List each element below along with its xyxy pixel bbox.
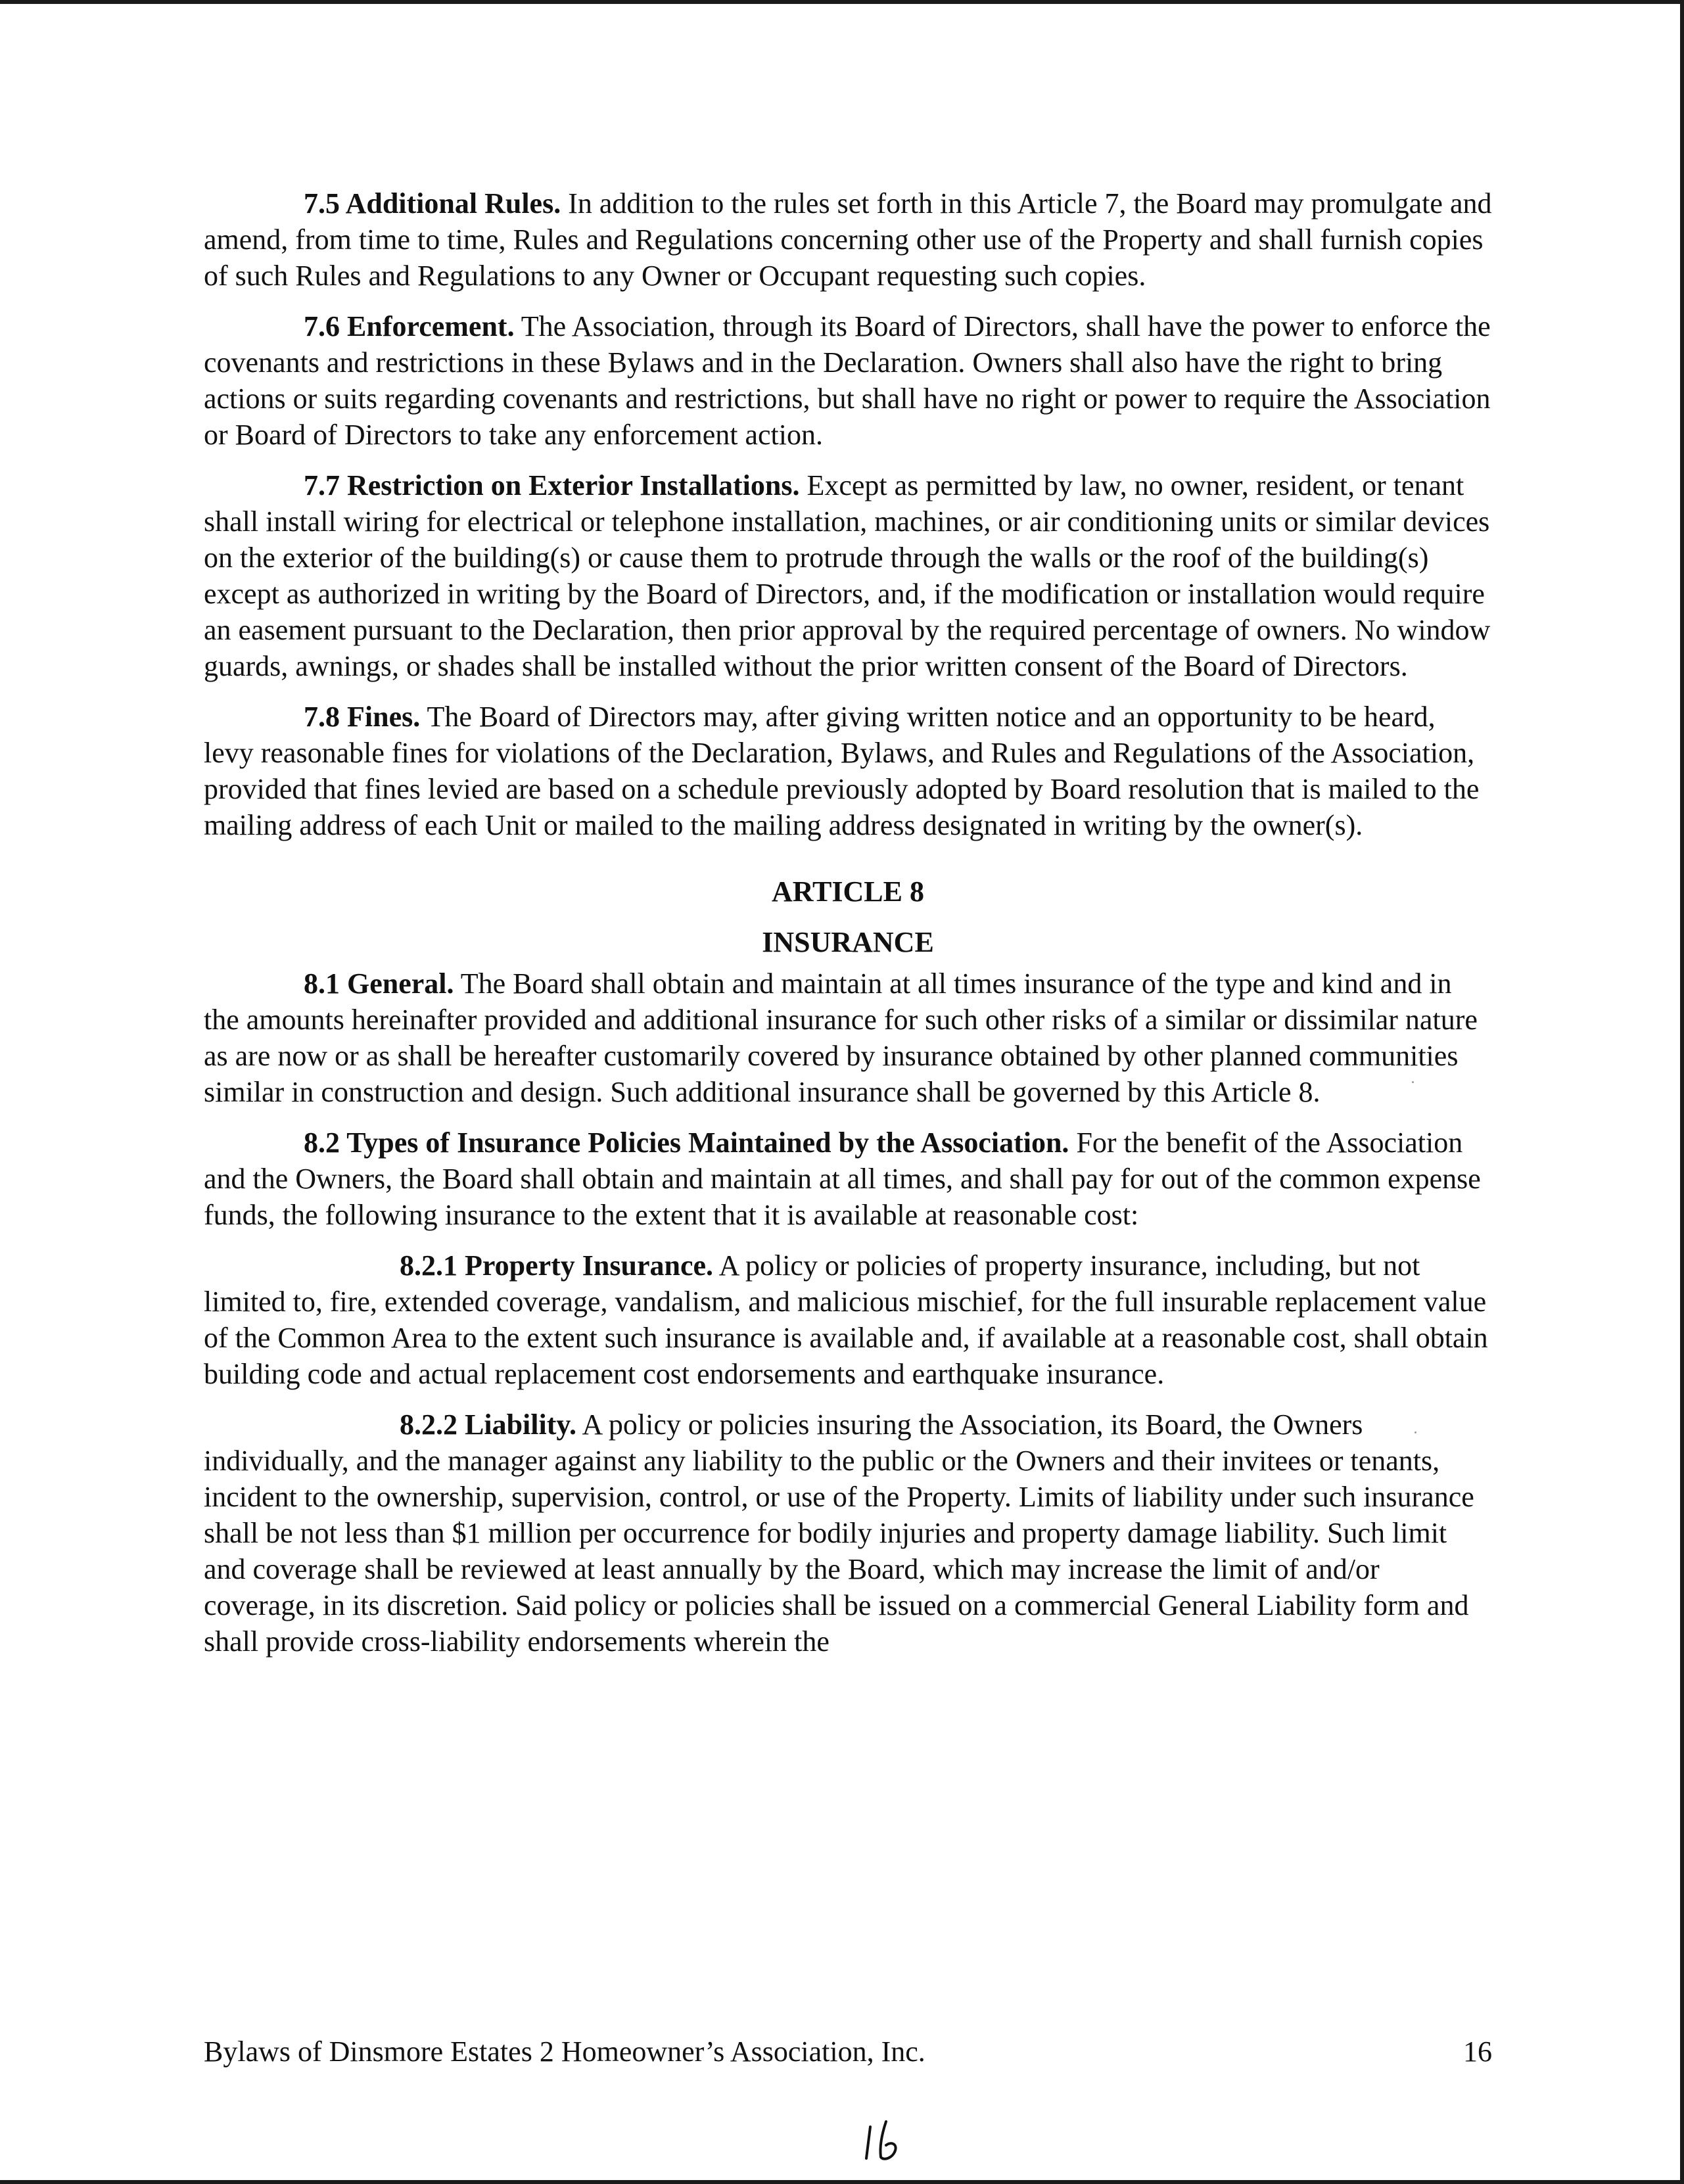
section-7-7 — [204, 467, 1492, 684]
section-8-2-1 — [204, 1247, 1492, 1392]
section-7-7-text: Except as permitted by law, no owner, resident, or tenant shall install wiring for electrical or telephone installation, machines, or air conditioning units or similar devices on the exterior of the building(s) or cause them to protrude through the walls or the roof of the building(s) except as authorized in writing by the Board of Directors, and, if the modification or installation would require an easement pursuant to the Declaration, then prior approval by the required percentage of owners. No window guards, awnings, or shades shall be installed without the prior written consent of the Board of Directors. — [204, 469, 1491, 682]
article-title: INSURANCE — [762, 926, 934, 958]
section-7-5-text: In addition to the rules set forth in this Article 7, the Board may promulgate and amend, from time to time, Rules and Regulations concerning other use of the Property and shall furnish copies of such Rules and Regulations to any Owner or Occupant requesting such copies. — [204, 187, 1492, 292]
section-8-1-text: The Board shall obtain and maintain at all times insurance of the type and kind and in the amounts hereinafter provided and additional insurance for such other risks of a similar or dissimilar nature as are now or as shall be hereafter customarily covered by insurance obtained by other planned communities similar in construction and design. Such additional insurance shall be governed by this Article 8. — [204, 967, 1478, 1108]
section-7-6-text: The Association, through its Board of Directors, shall have the power to enforce the covenants and restrictions in these Bylaws and in the Declaration. Owners shall also have the right to bring actions or suits regarding covenants and restrictions, but shall have no right or power to require the Association or Board of Directors to take any enforcement action. — [204, 310, 1491, 451]
section-8-1 — [204, 965, 1492, 1110]
document-body — [204, 185, 1492, 1674]
section-8-2-heading: 8.2 Types of Insurance Policies Maintained by the Association. — [304, 1127, 1069, 1159]
scan-border-top — [0, 0, 1684, 4]
section-8-2-text: For the benefit of the Association and the Owners, the Board shall obtain and maintain at all times, and shall pay for out of the common expense funds, the following insurance to the extent that it is available at reasonable cost: — [204, 1127, 1481, 1231]
handwritten-page-mark — [861, 2118, 914, 2164]
section-8-2-2-heading: 8.2.2 Liability. — [400, 1408, 576, 1441]
section-7-8-heading: 7.8 Fines. — [304, 701, 421, 733]
section-7-5 — [204, 185, 1492, 294]
section-8-2-2 — [204, 1406, 1492, 1660]
section-7-8-text: The Board of Directors may, after giving written notice and an opportunity to be heard, levy reasonable fines for violations of the Declaration, Bylaws, and Rules and Regulations of the Association, provided that fines levied are based on a schedule previously adopted by Board resolution that is mailed to the mailing address of each Unit or mailed to the mailing address designated in writing by the owner(s). — [204, 701, 1480, 841]
section-7-6-heading: 7.6 Enforcement. — [304, 310, 515, 342]
section-8-1-heading: 8.1 General. — [304, 967, 454, 1000]
scan-speck — [1412, 1081, 1414, 1083]
section-7-7-heading: 7.7 Restriction on Exterior Installations. — [304, 469, 800, 501]
scan-speck — [1415, 1431, 1416, 1433]
scan-border-bottom — [0, 2180, 1684, 2184]
footer-title: Bylaws of Dinsmore Estates 2 Homeowner’s Association, Inc. — [204, 2035, 925, 2068]
section-7-8 — [204, 699, 1492, 843]
footer-page-number: 16 — [1463, 2035, 1492, 2068]
article-number: ARTICLE 8 — [772, 875, 924, 908]
section-8-2-2-text: A policy or policies insuring the Association, its Board, the Owners individually, and the manager against any liability to the public or the Owners and their invitees or tenants, incident to the ownership, supervision, control, or use of the Property. Limits of liability under such insurance shall be not less than $1 million per occurrence for bodily injuries and property damage liability. Such limit and coverage shall be reviewed at least annually by the Board, which may increase the limit of and/or coverage, in its discretion. Said policy or policies shall be issued on a commercial General Liability form and shall provide cross-liability endorsements wherein the — [204, 1408, 1474, 1658]
section-7-6 — [204, 308, 1492, 453]
section-8-2-1-heading: 8.2.1 Property Insurance. — [400, 1249, 714, 1282]
section-7-5-heading: 7.5 Additional Rules. — [304, 187, 561, 220]
section-8-2 — [204, 1125, 1492, 1233]
scan-border-right — [1680, 0, 1684, 2184]
section-8-2-1-text: A policy or policies of property insurance, including, but not limited to, fire, extended coverage, vandalism, and malicious mischief, for the full insurable replacement value of the Common Area to the extent such insurance is available and, if available at a reasonable cost, shall obtain building code and actual replacement cost endorsements and earthquake insurance. — [204, 1249, 1488, 1390]
